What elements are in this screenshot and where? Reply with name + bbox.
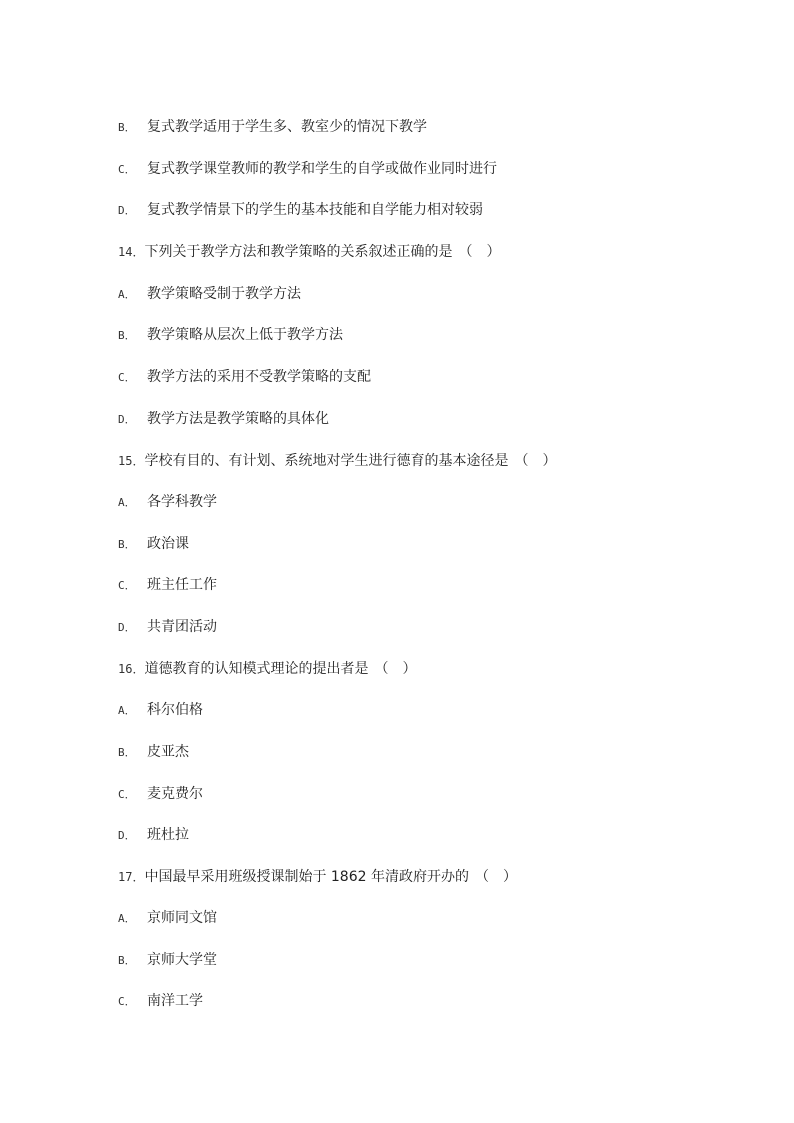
option-17b (118, 950, 217, 970)
option-text: 班主任工作 (147, 577, 217, 593)
option-letter: D． (118, 621, 136, 634)
answer-blank: （ ） (514, 453, 557, 469)
option-text: 共青团活动 (147, 619, 217, 635)
option-16a (118, 700, 203, 720)
option-13d (118, 200, 483, 220)
option-13b (118, 117, 427, 137)
option-text: 京师大学堂 (147, 952, 217, 968)
question-14 (118, 242, 500, 262)
answer-blank: （ ） (374, 661, 417, 677)
question-text: 学校有目的、有计划、系统地对学生进行德育的基本途径是 (144, 453, 509, 469)
option-14a (118, 284, 301, 304)
option-15c (118, 575, 217, 595)
option-17a (118, 908, 217, 928)
option-text: 麦克费尔 (147, 786, 203, 802)
option-letter: D． (118, 204, 136, 217)
option-letter: B． (118, 538, 136, 551)
question-17 (118, 867, 517, 887)
option-15d (118, 617, 217, 637)
question-number: 14． (118, 245, 145, 259)
question-text: 中国最早采用班级授课制始于 1862 年清政府开办的 (144, 869, 469, 885)
option-text: 京师同文馆 (147, 910, 217, 926)
answer-blank: （ ） (474, 869, 517, 885)
option-13c (118, 159, 497, 179)
option-text: 皮亚杰 (147, 744, 189, 760)
option-letter: A． (118, 704, 136, 717)
option-14c (118, 367, 371, 387)
option-16b (118, 742, 189, 762)
option-text: 班杜拉 (147, 827, 189, 843)
question-15 (118, 451, 556, 471)
option-text: 复式教学课堂教师的教学和学生的自学或做作业同时进行 (147, 161, 497, 177)
option-text: 复式教学适用于学生多、教室少的情况下教学 (147, 119, 427, 135)
option-text: 科尔伯格 (147, 702, 203, 718)
question-number: 16． (118, 662, 145, 676)
question-number: 15． (118, 454, 145, 468)
option-letter: D． (118, 829, 136, 842)
answer-blank: （ ） (458, 244, 501, 260)
option-letter: A． (118, 912, 136, 925)
question-number: 17． (118, 870, 145, 884)
option-text: 教学策略从层次上低于教学方法 (147, 327, 343, 343)
option-letter: C． (118, 371, 136, 384)
option-15b (118, 534, 189, 554)
option-letter: D． (118, 413, 136, 426)
option-text: 教学策略受制于教学方法 (147, 286, 301, 302)
option-letter: C． (118, 579, 136, 592)
option-text: 南洋工学 (147, 993, 203, 1009)
question-text: 下列关于教学方法和教学策略的关系叙述正确的是 (144, 244, 453, 260)
option-letter: B． (118, 746, 136, 759)
option-text: 各学科教学 (147, 494, 217, 510)
option-letter: B． (118, 329, 136, 342)
option-letter: A． (118, 288, 136, 301)
option-text: 政治课 (147, 536, 189, 552)
option-text: 教学方法是教学策略的具体化 (147, 411, 329, 427)
option-letter: C． (118, 995, 136, 1008)
option-14b (118, 325, 343, 345)
option-15a (118, 492, 217, 512)
question-text: 道德教育的认知模式理论的提出者是 (144, 661, 369, 677)
option-16c (118, 784, 203, 804)
question-16 (118, 659, 416, 679)
option-14d (118, 409, 329, 429)
option-letter: A． (118, 496, 136, 509)
option-letter: C． (118, 163, 136, 176)
option-16d (118, 825, 189, 845)
option-text: 教学方法的采用不受教学策略的支配 (147, 369, 371, 385)
option-letter: B． (118, 121, 136, 134)
option-letter: B． (118, 954, 136, 967)
option-letter: C． (118, 788, 136, 801)
option-text: 复式教学情景下的学生的基本技能和自学能力相对较弱 (147, 202, 483, 218)
option-17c (118, 991, 203, 1011)
